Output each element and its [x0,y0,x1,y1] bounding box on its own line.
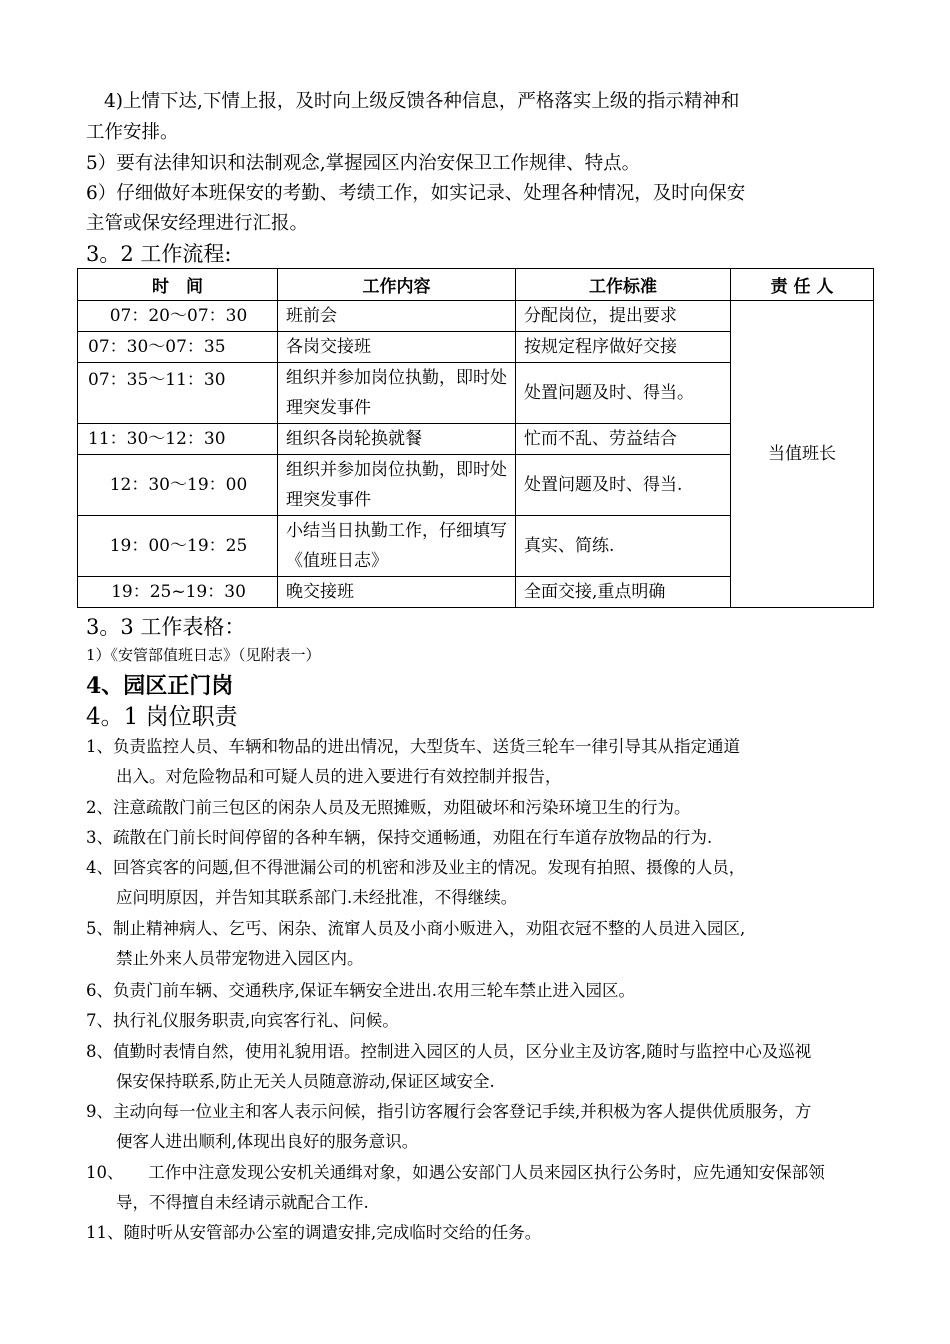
workflow-table [77,268,874,608]
duty-line-4-cont: 工作安排。 [86,122,179,143]
content-cell: 各岗交接班 [278,332,516,363]
content-cell: 晚交接班 [278,577,516,608]
duty-item-4: 4、回答宾客的问题,但不得泄漏公司的机密和涉及业主的情况。发现有拍照、摄像的人员， [86,858,746,877]
duty-item-8-cont: 保安保持联系,防止无关人员随意游动,保证区域安全. [116,1072,495,1091]
standard-cell: 按规定程序做好交接 [516,332,731,363]
duty-item-11: 11、随时听从安管部办公室的调遣安排,完成临时交给的任务。 [86,1223,542,1242]
section-3-2-heading: 3。2 工作流程: [86,242,232,266]
duty-item-3: 3、疏散在门前长时间停留的各种车辆，保持交通畅通，劝阻在行车道存放物品的行为. [86,828,713,847]
duty-item-9: 9、主动向每一位业主和客人表示问候，指引访客履行会客登记手续,并积极为客人提供优质服务，方 [86,1102,812,1121]
duty-item-8: 8、值勤时表情自然，使用礼貌用语。控制进入园区的人员，区分业主及访客,随时与监控中心及巡视 [86,1042,812,1061]
standard-cell: 全面交接,重点明确 [516,577,731,608]
table-header-row [78,269,874,301]
table-row [78,301,874,332]
header-responsible: 责 任 人 [731,269,874,301]
time-cell: 12：30～19：00 [78,455,278,516]
content-cell: 组织各岗轮换就餐 [278,424,516,455]
standard-cell: 真实、简练. [516,516,731,577]
duty-item-10: 10、 工作中注意发现公安机关通缉对象，如遇公安部门人员来园区执行公务时，应先通知安保部领 [86,1163,825,1182]
duty-item-7: 7、执行礼仪服务职责,向宾客行礼、问候。 [86,1011,399,1030]
content-cell: 组织并参加岗位执勤，即时处理突发事件 [278,363,516,424]
section-4-1-heading: 4。1 岗位职责 [86,704,238,730]
form-item: 1）《安管部值班日志》（见附表一） [86,646,321,664]
content-cell: 小结当日执勤工作，仔细填写《值班日志》 [278,516,516,577]
duty-line-6-cont: 主管或保安经理进行汇报。 [86,213,309,234]
time-cell: 07：30～07：35 [78,332,278,363]
section-4-heading: 4、园区正门岗 [86,673,234,699]
duty-line-4: 4)上情下达,下情上报，及时向上级反馈各种信息，严格落实上级的指示精神和 [104,91,740,112]
header-time: 时 间 [78,269,278,301]
duty-item-2: 2、注意疏散门前三包区的闲杂人员及无照摊贩，劝阻破坏和污染环境卫生的行为。 [86,798,691,817]
duty-item-1-cont: 出入。对危险物品和可疑人员的进入要进行有效控制并报告， [116,767,562,786]
header-standard: 工作标准 [516,269,731,301]
standard-cell: 处置问题及时、得当。 [516,363,731,424]
duty-line-5: 5）要有法律知识和法制观念,掌握园区内治安保卫工作规律、特点。 [86,153,641,174]
content-cell: 班前会 [278,301,516,332]
content-cell: 组织并参加岗位执勤，即时处理突发事件 [278,455,516,516]
time-cell: 11：30～12：30 [78,424,278,455]
standard-cell: 处置问题及时、得当. [516,455,731,516]
standard-cell: 分配岗位，提出要求 [516,301,731,332]
duty-item-1: 1、负责监控人员、车辆和物品的进出情况，大型货车、送货三轮车一律引导其从指定通道 [86,737,740,756]
duty-item-5: 5、制止精神病人、乞丐、闲杂、流窜人员及小商小贩进入，劝阻衣冠不整的人员进入园区, [86,919,746,938]
header-content: 工作内容 [278,269,516,301]
duty-item-10-cont: 导，不得擅自未经请示就配合工作. [116,1193,369,1212]
duty-item-5-cont: 禁止外来人员带宠物进入园区内。 [116,949,364,968]
standard-cell: 忙而不乱、劳益结合 [516,424,731,455]
section-3-3-heading: 3。3 工作表格： [86,615,246,639]
duty-line-6: 6）仔细做好本班保安的考勤、考绩工作，如实记录、处理各种情况，及时向保安 [86,183,746,204]
duty-item-4-cont: 应问明原因，并告知其联系部门.未经批准，不得继续。 [116,888,518,907]
duty-item-9-cont: 便客人进出顺利,体现出良好的服务意识。 [116,1132,419,1151]
responsible-cell: 当值班长 [731,301,874,608]
time-cell: 07：35～11：30 [78,363,278,424]
time-cell: 19：25~19：30 [78,577,278,608]
time-cell: 07：20～07：30 [78,301,278,332]
duty-item-6: 6、负责门前车辆、交通秩序,保证车辆安全进出.农用三轮车禁止进入园区。 [86,981,635,1000]
time-cell: 19：00～19：25 [78,516,278,577]
